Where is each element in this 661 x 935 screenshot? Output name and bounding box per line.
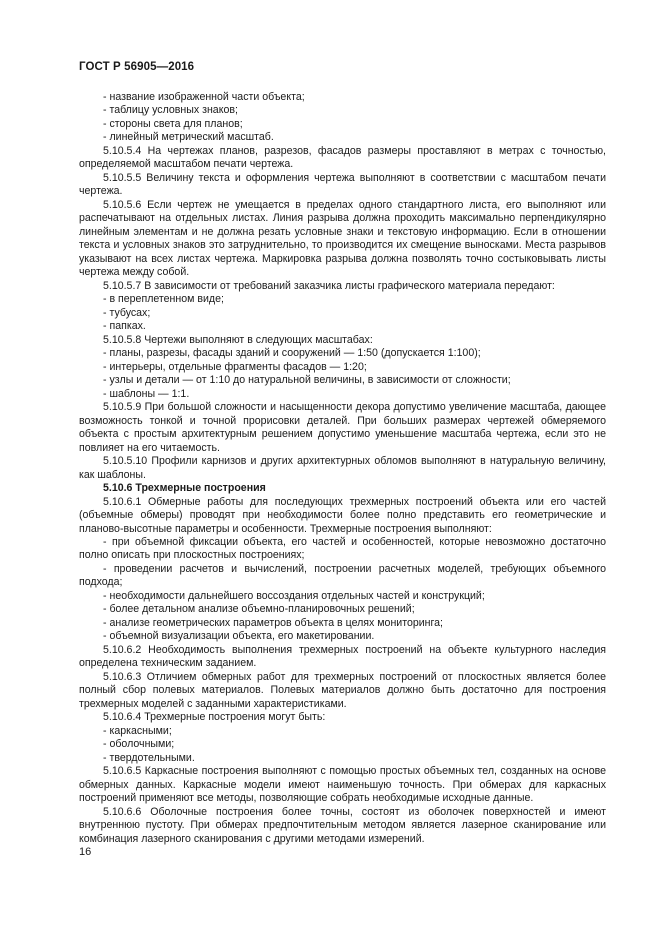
clause-5-10-5-4: 5.10.5.4 На чертежах планов, разрезов, фасадов размеры проставляют в метрах с точностью, определяемой масштабом печати чертежа. xyxy=(79,144,606,171)
list-item: - более детальном анализе объемно-планировочных решений; xyxy=(103,603,415,616)
section-heading: 5.10.6 Трехмерные построения xyxy=(103,482,266,495)
list-item: - папках. xyxy=(103,320,146,333)
list-item: - твердотельными. xyxy=(103,751,195,764)
list-item: - интерьеры, отдельные фрагменты фасадов — 1:20; xyxy=(103,360,367,373)
document-body xyxy=(79,91,606,846)
clause-5-10-6-1: 5.10.6.1 Обмерные работы для последующих трехмерных построений объекта или его частей (объемные обмеры) проводят при необходимости более полно представить его геометрические и планово-высотные параметры и особенности. Трехмерные построения выполняют: xyxy=(79,495,606,535)
list-item: - шаблоны — 1:1. xyxy=(103,387,190,400)
list-item: - объемной визуализации объекта, его макетировании. xyxy=(103,630,375,643)
list-item: - в переплетенном виде; xyxy=(103,293,224,306)
clause-5-10-6-5: 5.10.6.5 Каркасные построения выполняют с помощью простых объемных тел, созданных на основе обмерных данных. Каркасные модели имеют наименьшую точность. При обмерах для каркасных построений применяют все методы, позволяющие собрать необходимые исходные данные. xyxy=(79,765,606,805)
list-item: - линейный метрический масштаб. xyxy=(103,131,274,144)
clause-5-10-5-5: 5.10.5.5 Величину текста и оформления чертежа выполняют в соответствии с масштабом печати чертежа. xyxy=(79,171,606,198)
clause-5-10-6-2: 5.10.6.2 Необходимость выполнения трехмерных построений на объекте культурного наследия определена техническим заданием. xyxy=(79,643,606,670)
list-item: - стороны света для планов; xyxy=(103,117,243,130)
list-item: - название изображенной части объекта; xyxy=(103,91,305,103)
list-item: - оболочными; xyxy=(103,738,175,751)
list-item: - анализе геометрических параметров объекта в целях мониторинга; xyxy=(103,616,443,629)
clause-5-10-6-6: 5.10.6.6 Оболочные построения более точны, состоят из оболочек поверхностей и имеют внутреннюю пустоту. При обмерах предпочтительным методом является лазерное сканирование или комбинация лазерного сканирования с другими методами измерений. xyxy=(79,805,606,845)
clause-5-10-6-3: 5.10.6.3 Отличием обмерных работ для трехмерных построений от плоскостных является более полный сбор полевых материалов. Полевых материалов должно быть достаточно для построения трехмерных моделей с заданными характеристиками. xyxy=(79,670,606,710)
list-item: - узлы и детали — от 1:10 до натуральной величины, в зависимости от сложности; xyxy=(103,374,511,387)
clause-5-10-5-10: 5.10.5.10 Профили карнизов и других архитектурных обломов выполняют в натуральную величину, как шаблоны. xyxy=(79,455,606,481)
list-item: - каркасными; xyxy=(103,724,172,737)
list-item: - проведении расчетов и вычислений, построении расчетных моделей, требующих объемного подхода; xyxy=(79,562,606,589)
list-item: - необходимости дальнейшего воссоздания отдельных частей и конструкций; xyxy=(103,589,485,602)
clause-5-10-5-9: 5.10.5.9 При большой сложности и насыщенности декора допустимо увеличение масштаба, дающее возможность тонкой и точной прорисовки деталей. При больших размерах чертежей обмеряемого объекта с простым архитектурным решением допустимо уменьшение масштаба чертежа, если это не повлияет на его читаемость. xyxy=(79,401,606,454)
list-item: - планы, разрезы, фасады зданий и сооружений — 1:50 (допускается 1:100); xyxy=(103,347,481,360)
list-item: - таблицу условных знаков; xyxy=(103,104,238,117)
list-item: - при объемной фиксации объекта, его частей и особенностей, которые невозможно достаточно полно описать при плоскостных построениях; xyxy=(79,535,606,562)
list-item: - тубусах; xyxy=(103,306,151,319)
page-number: 16 xyxy=(79,846,92,858)
clause-5-10-5-7: 5.10.5.7 В зависимости от требований заказчика листы графического материала передают: xyxy=(103,279,555,292)
clause-5-10-6-4: 5.10.6.4 Трехмерные построения могут быть: xyxy=(103,711,326,724)
clause-5-10-5-8: 5.10.5.8 Чертежи выполняют в следующих масштабах: xyxy=(103,333,373,346)
clause-5-10-5-6: 5.10.5.6 Если чертеж не умещается в пределах одного стандартного листа, его выполняют или распечатывают на отдельных листах. Линия разрыва должна проходить максимально перпендикулярно линейным элементам и не должна резать условные знаки и текстовую информацию. Если в отношении текста и условных знаков это затруднительно, то производится их смещение выносками. Места разрывов указывают на всех листах чертежа. Маркировка разрыва должна позволять точно состыковывать листы чертежа между собой. xyxy=(79,198,606,279)
document-header: ГОСТ Р 56905—2016 xyxy=(79,61,195,73)
